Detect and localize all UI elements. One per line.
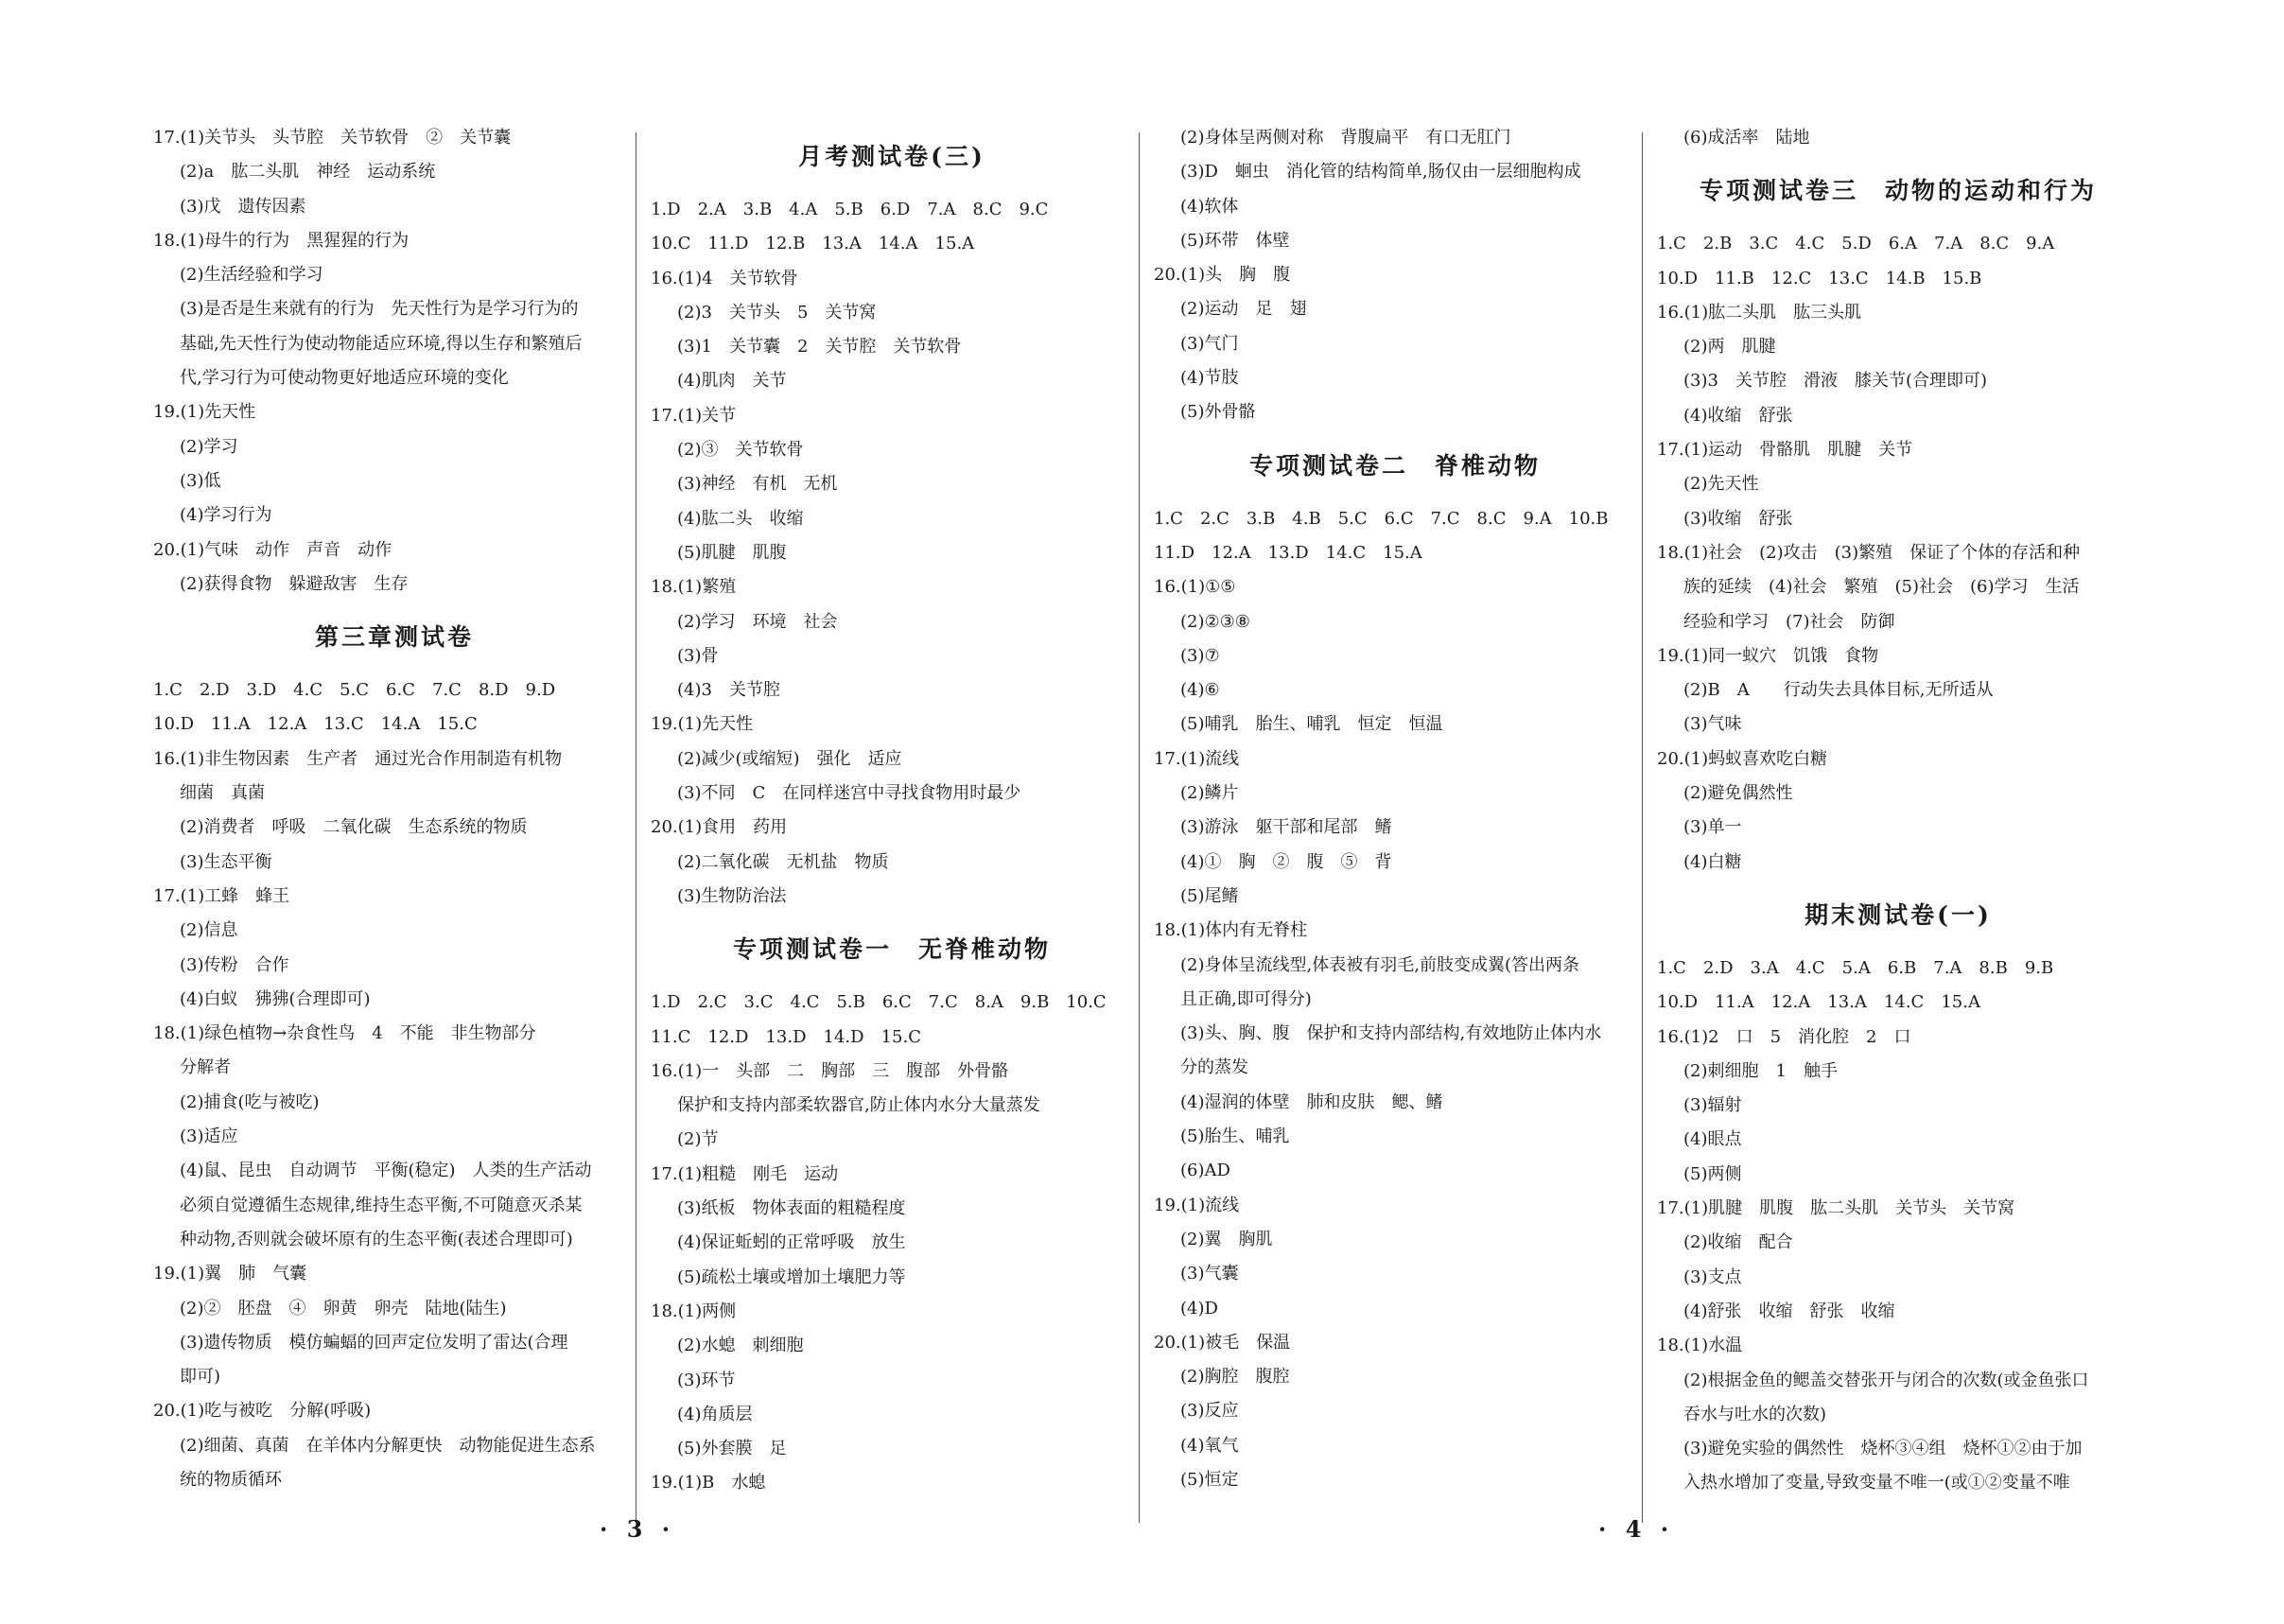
answer-line: 1.C 2.B 3.C 4.C 5.D 6.A 7.A 8.C 9.A [1657, 234, 2055, 254]
answer-line: 分的蒸发 [1180, 1057, 1248, 1078]
answer-line: 11.D 12.A 13.D 14.C 15.A [1154, 542, 1422, 563]
answer-line: (2)③ 关节软骨 [677, 440, 804, 461]
answer-line: 16.(1)①⑤ [1154, 577, 1236, 598]
answer-line: 19.(1)翼 肺 气囊 [153, 1264, 307, 1284]
section-heading: 第三章测试卷 [314, 623, 474, 652]
answer-line: 10.D 11.A 12.A 13.A 14.C 15.A [1657, 992, 1980, 1013]
page-number-right: · 4 · [1598, 1515, 1675, 1543]
answer-line: 18.(1)繁殖 [651, 577, 737, 598]
section-heading: 专项测试卷一 无脊椎动物 [732, 935, 1051, 964]
answer-line: (2)② 胚盘 ④ 卵黄 卵壳 陆地(陆生) [180, 1298, 507, 1318]
answer-line: 16.(1)肱二头肌 肱三头肌 [1657, 302, 1862, 323]
answer-line: (2)翼 胸肌 [1180, 1229, 1273, 1249]
answer-line: 10.C 11.D 12.B 13.A 14.A 15.A [651, 234, 975, 254]
answer-line: (5)胎生、哺乳 [1180, 1126, 1290, 1147]
answer-line: 经验和学习 (7)社会 防御 [1683, 611, 1895, 632]
answer-line: 11.C 12.D 13.D 14.D 15.C [651, 1026, 921, 1047]
answer-line: (2)减少(或缩短) 强化 适应 [677, 748, 902, 769]
answer-line: 20.(1)头 胸 腹 [1154, 265, 1291, 286]
answer-line: (4)⑥ [1180, 680, 1220, 701]
answer-line: 1.D 2.C 3.C 4.C 5.B 6.C 7.C 8.A 9.B 10.C [651, 992, 1107, 1013]
answer-line: 16.(1)一 头部 二 胸部 三 腹部 外骨骼 [651, 1060, 1009, 1081]
answer-line: (3)反应 [1180, 1401, 1239, 1422]
answer-line: (2)避免偶然性 [1683, 783, 1793, 804]
answer-line: (2)收缩 配合 [1683, 1232, 1793, 1253]
answer-line: (2)生活经验和学习 [180, 265, 323, 286]
answer-line: 18.(1)绿色植物→杂食性鸟 4 不能 非生物部分 [153, 1023, 536, 1044]
answer-line: (3)气味 [1683, 714, 1742, 735]
answer-line: 保护和支持内部柔软器官,防止体内水分大量蒸发 [677, 1095, 1040, 1116]
answer-line: (2)根据金鱼的鳃盖交替张开与闭合的次数(或金鱼张口 [1683, 1370, 2089, 1390]
column-3 [1154, 121, 1636, 1497]
answer-line: 17.(1)关节头 头节腔 关节软骨 ② 关节囊 [153, 128, 512, 148]
answer-line: (2)鳞片 [1180, 783, 1239, 804]
answer-line: (3)戊 遗传因素 [180, 196, 306, 217]
answer-line: (2)3 关节头 5 关节窝 [677, 302, 877, 323]
column-divider [1139, 132, 1140, 1523]
section-heading: 期末测试卷(一) [1805, 900, 1992, 929]
answer-line: (2)信息 [180, 920, 238, 941]
answer-line: (5)肌腱 肌腹 [677, 542, 787, 563]
answer-line: (3)是否是生来就有的行为 先天性行为是学习行为的 [180, 299, 579, 320]
answer-line: 1.D 2.A 3.B 4.A 5.B 6.D 7.A 8.C 9.C [651, 200, 1049, 219]
answer-line: (4)软体 [1180, 196, 1239, 217]
answer-line: (3)收缩 舒张 [1683, 508, 1793, 529]
answer-line: 族的延续 (4)社会 繁殖 (5)社会 (6)学习 生活 [1683, 577, 2080, 598]
answer-line: 16.(1)非生物因素 生产者 通过光合作用制造有机物 [153, 748, 563, 769]
section-heading: 月考测试卷(三) [798, 143, 985, 170]
answer-line: 统的物质循环 [180, 1469, 282, 1490]
answer-line: (4)肌肉 关节 [677, 371, 787, 392]
answer-line: (4)肱二头 收缩 [677, 508, 804, 529]
answer-line: (4)① 胸 ② 腹 ⑤ 背 [1180, 851, 1392, 872]
answer-line: 17.(1)流线 [1154, 748, 1240, 769]
answer-line: (3)避免实验的偶然性 烧杯③④组 烧杯①②由于加 [1683, 1439, 2083, 1459]
answer-line: 1.C 2.D 3.A 4.C 5.A 6.B 7.A 8.B 9.B [1657, 957, 2054, 978]
answer-line: (2)学习 [180, 436, 238, 457]
page-number-left: · 3 · [600, 1515, 676, 1543]
answer-line: (3)不同 C 在同样迷宫中寻找食物用时最少 [677, 783, 1021, 804]
answer-line: (3)单一 [1683, 817, 1742, 838]
answer-line: (2)②③⑧ [1180, 611, 1250, 632]
answer-line: 19.(1)先天性 [651, 714, 754, 735]
answer-line: (2)a 肱二头肌 神经 运动系统 [180, 162, 436, 183]
answer-line: 20.(1)气味 动作 声音 动作 [153, 539, 392, 560]
answer-line: 18.(1)两侧 [651, 1301, 737, 1321]
answer-line: (3)神经 有机 无机 [677, 474, 838, 495]
answer-line: (5)环带 体壁 [1180, 230, 1290, 251]
answer-line: 入热水增加了变量,导致变量不唯一(或①②变量不唯 [1683, 1473, 2070, 1493]
answer-line: 即可) [180, 1367, 221, 1388]
answer-line: (2)身体呈两侧对称 背腹扁平 有口无肛门 [1180, 128, 1511, 148]
answer-line: 19.(1)先天性 [153, 402, 256, 423]
answer-line: (3)游泳 躯干部和尾部 鳍 [1180, 817, 1392, 838]
answer-line: (3)环节 [677, 1370, 736, 1390]
answer-line: (4)角质层 [677, 1404, 753, 1424]
answer-line: (3)D 蛔虫 消化管的结构简单,肠仅由一层细胞构成 [1180, 162, 1581, 183]
answer-line: (4)保证蚯蚓的正常呼吸 放生 [677, 1232, 906, 1253]
answer-line: (3)气囊 [1180, 1264, 1239, 1284]
answer-line: (5)恒定 [1180, 1469, 1239, 1490]
answer-line: (2)节 [677, 1129, 719, 1150]
section-heading: 专项测试卷三 动物的运动和行为 [1699, 177, 2097, 205]
answer-line: (3)适应 [180, 1126, 238, 1147]
answer-line: 17.(1)粗糙 刚毛 运动 [651, 1163, 839, 1184]
answer-line: (2)二氧化碳 无机盐 物质 [677, 851, 889, 872]
answer-line: 18.(1)母牛的行为 黑猩猩的行为 [153, 230, 410, 251]
answer-line: (5)外骨骼 [1180, 402, 1256, 423]
answer-line: 17.(1)关节 [651, 405, 737, 426]
answer-line: (3)1 关节囊 2 关节腔 关节软骨 [677, 337, 962, 358]
answer-line: 基础,先天性行为使动物能适应环境,得以生存和繁殖后 [180, 333, 583, 354]
answer-line: (3)辐射 [1683, 1095, 1742, 1116]
answer-line: (3)低 [180, 470, 221, 491]
answer-line: 17.(1)肌腱 肌腹 肱二头肌 关节头 关节窝 [1657, 1198, 2015, 1219]
answer-line: (3)气门 [1180, 333, 1239, 354]
section-heading: 专项测试卷二 脊椎动物 [1248, 451, 1541, 480]
answer-line: 18.(1)水温 [1657, 1336, 1743, 1356]
answer-line: (2)身体呈流线型,体表被有羽毛,前肢变成翼(答出两条 [1180, 954, 1579, 975]
answer-line: (2)刺细胞 1 触手 [1683, 1060, 1838, 1081]
answer-line: 19.(1)B 水螅 [651, 1473, 766, 1493]
answer-line: 19.(1)流线 [1154, 1195, 1240, 1215]
answer-line: 20.(1)被毛 保温 [1154, 1332, 1291, 1353]
answer-line: 20.(1)食用 药用 [651, 817, 788, 838]
answer-line: 20.(1)蚂蚁喜欢吃白糖 [1657, 748, 1828, 769]
answer-line: (2)获得食物 躲避敌害 生存 [180, 573, 409, 594]
answer-line: (2)水螅 刺细胞 [677, 1336, 804, 1356]
answer-line: (5)外套膜 足 [677, 1439, 787, 1459]
answer-line: (2)B A 行动失去具体目标,无所适从 [1683, 680, 1994, 701]
answer-line: (4)白糖 [1683, 851, 1742, 872]
answer-line: (4)白蚁 狒狒(合理即可) [180, 988, 371, 1009]
answer-line: (3)⑦ [1180, 645, 1220, 666]
answer-line: (2)先天性 [1683, 474, 1759, 495]
answer-line: (5)哺乳 胎生、哺乳 恒定 恒温 [1180, 714, 1443, 735]
answer-line: 10.D 11.B 12.C 13.C 14.B 15.B [1657, 268, 1982, 288]
answer-line: (3)骨 [677, 645, 719, 666]
answer-line: 必须自觉遵循生态规律,维持生态平衡,不可随意灭杀某 [180, 1195, 583, 1215]
answer-line: (5)尾鳍 [1180, 885, 1239, 906]
answer-line: (5)疏松土壤或增加土壤肥力等 [677, 1266, 906, 1287]
column-1 [153, 121, 636, 1497]
column-divider [1642, 132, 1643, 1523]
answer-line: 1.C 2.C 3.B 4.B 5.C 6.C 7.C 8.C 9.A 10.B [1154, 508, 1609, 529]
answer-line: (3)头、胸、腹 保护和支持内部结构,有效地防止体内水 [1180, 1023, 1602, 1044]
answer-line: (2)细菌、真菌 在羊体内分解更快 动物能促进生态系 [180, 1435, 596, 1456]
answer-line: (3)支点 [1683, 1266, 1742, 1287]
answer-line: 吞水与吐水的次数) [1683, 1404, 1827, 1424]
answer-line: (2)学习 环境 社会 [677, 611, 838, 632]
answer-line: 1.C 2.D 3.D 4.C 5.C 6.C 7.C 8.D 9.D [153, 680, 556, 701]
answer-line: (3)纸板 物体表面的粗糙程度 [677, 1198, 906, 1219]
answer-line: (3)传粉 合作 [180, 954, 289, 975]
answer-line: (4)氧气 [1180, 1435, 1239, 1456]
answer-line: 17.(1)运动 骨骼肌 肌腱 关节 [1657, 440, 1913, 461]
answer-line: (4)鼠、昆虫 自动调节 平衡(稳定) 人类的生产活动 [180, 1161, 592, 1181]
answer-line: 16.(1)2 口 5 消化腔 2 口 [1657, 1026, 1911, 1047]
answer-line: (4)3 关节腔 [677, 680, 780, 701]
answer-line: (4)舒张 收缩 舒张 收缩 [1683, 1301, 1895, 1321]
answer-line: (4)湿润的体壁 肺和皮肤 鳃、鳍 [1180, 1091, 1443, 1112]
answer-line: 18.(1)体内有无脊柱 [1154, 920, 1308, 941]
answer-line: 细菌 真菌 [180, 783, 265, 804]
answer-line: 19.(1)同一蚁穴 饥饿 食物 [1657, 645, 1879, 666]
answer-line: (2)两 肌腱 [1683, 337, 1776, 358]
answer-line: (6)AD [1180, 1161, 1230, 1181]
answer-line: (4)学习行为 [180, 505, 272, 526]
answer-line: (4)收缩 舒张 [1683, 405, 1793, 426]
answer-line: (6)成活率 陆地 [1683, 128, 1810, 148]
answer-line: (2)消费者 呼吸 二氧化碳 生态系统的物质 [180, 817, 528, 838]
answer-line: 16.(1)4 关节软骨 [651, 268, 798, 288]
answer-line: 20.(1)吃与被吃 分解(呼吸) [153, 1401, 372, 1422]
answer-line: (3)生态平衡 [180, 851, 272, 872]
answer-line: (2)胸腔 腹腔 [1180, 1367, 1290, 1388]
answer-line: 分解者 [180, 1057, 231, 1078]
answer-line: (3)生物防治法 [677, 885, 787, 906]
answer-line: (2)运动 足 翅 [1180, 299, 1307, 320]
answer-line: 代,学习行为可使动物更好地适应环境的变化 [180, 368, 509, 389]
answer-line: 18.(1)社会 (2)攻击 (3)繁殖 保证了个体的存活和种 [1657, 542, 2081, 563]
column-4 [1657, 121, 2139, 1501]
answer-line: (4)节肢 [1180, 368, 1239, 389]
answer-line: (5)两侧 [1683, 1163, 1742, 1184]
answer-line: (4)D [1180, 1298, 1218, 1318]
answer-line: (3)遗传物质 模仿蝙蝠的回声定位发明了雷达(合理 [180, 1332, 568, 1353]
answer-line: (4)眼点 [1683, 1129, 1742, 1150]
answer-line: (3)3 关节腔 滑液 膝关节(合理即可) [1683, 371, 1987, 392]
answer-line: (2)捕食(吃与被吃) [180, 1091, 320, 1112]
answer-line: 种动物,否则就会破坏原有的生态平衡(表述合理即可) [180, 1229, 573, 1249]
column-2 [651, 121, 1133, 1501]
answer-line: 且正确,即可得分) [1180, 988, 1312, 1009]
answer-line: 17.(1)工蜂 蜂王 [153, 885, 290, 906]
answer-line: 10.D 11.A 12.A 13.C 14.A 15.C [153, 714, 478, 735]
